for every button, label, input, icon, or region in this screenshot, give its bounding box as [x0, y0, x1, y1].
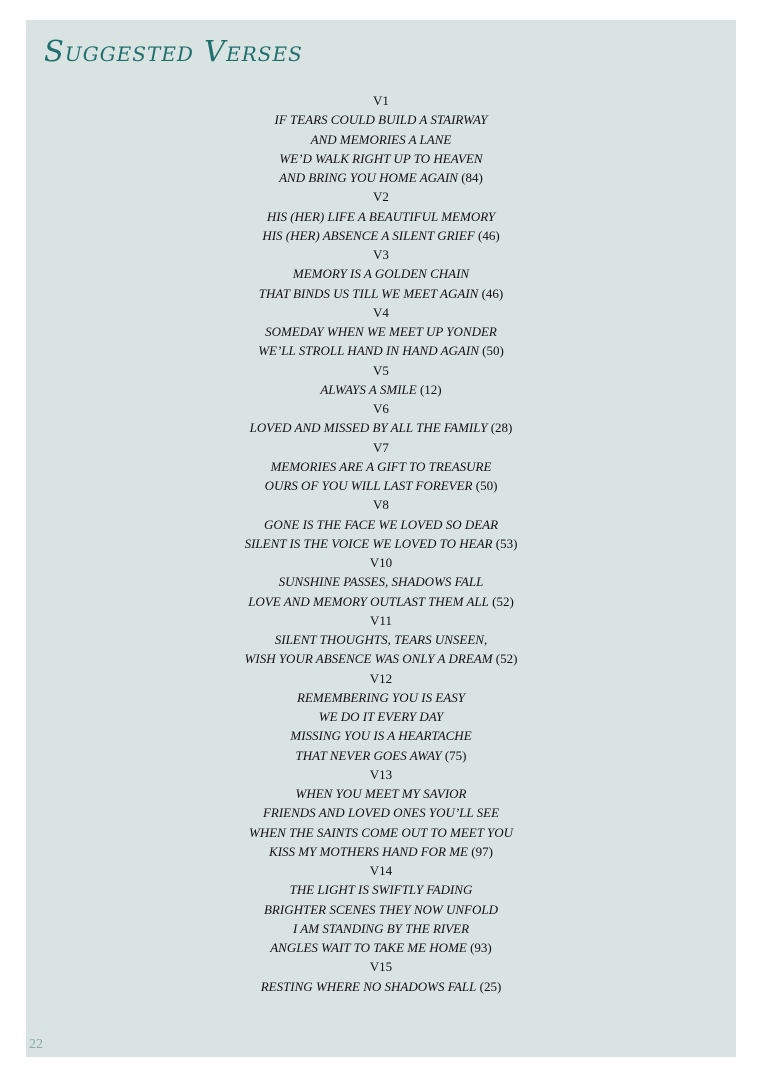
verse-line-text: ANGLES WAIT TO TAKE ME HOME	[270, 940, 467, 955]
verse-label: V2	[373, 189, 389, 205]
verse-line-text: SOMEDAY WHEN WE MEET UP YONDER	[265, 324, 497, 339]
verse-line-text: AND BRING YOU HOME AGAIN	[279, 170, 458, 185]
verse-line	[26, 977, 736, 996]
verse-line	[26, 900, 736, 919]
verse-line	[26, 803, 736, 822]
verse-label: V6	[373, 401, 389, 416]
character-count: (53)	[495, 535, 518, 551]
character-count: (75)	[444, 747, 467, 763]
verse-line-text: MISSING YOU IS A HEARTACHE	[290, 728, 472, 744]
verse-block	[26, 399, 736, 438]
verse-block	[26, 245, 736, 303]
verse-line-text: SILENT THOUGHTS, TEARS UNSEEN,	[274, 632, 488, 647]
character-count: (46)	[481, 285, 504, 301]
verse-line	[26, 572, 736, 591]
verse-block	[26, 611, 736, 669]
page-number: 22	[29, 1037, 43, 1052]
verse-line	[26, 746, 736, 765]
verse-line-text: SILENT IS THE VOICE WE LOVED TO HEAR	[244, 535, 493, 551]
verse-label: V7	[373, 439, 389, 455]
verse-line	[26, 418, 736, 437]
verse-label: V1	[373, 93, 389, 108]
verse-block	[26, 187, 736, 245]
verse-line-text: OURS OF YOU WILL LAST FOREVER	[264, 478, 473, 493]
verse-line	[26, 649, 736, 668]
character-count: (50)	[482, 343, 504, 359]
verse-label: V5	[373, 362, 389, 378]
verse-line	[26, 823, 736, 842]
character-count: (93)	[470, 940, 492, 955]
verse-block	[26, 495, 736, 553]
verse-line-text: IF TEARS COULD BUILD A STAIRWAY	[274, 112, 488, 128]
verse-line	[26, 130, 736, 149]
verse-line-text: WE DO IT EVERY DAY	[318, 709, 444, 724]
verse-line-text: WE’LL STROLL HAND IN HAND AGAIN	[258, 343, 479, 359]
verse-line	[26, 842, 736, 861]
verse-line-text: HIS (HER) ABSENCE A SILENT GRIEF	[262, 227, 475, 243]
verse-line-text: FRIENDS AND LOVED ONES YOU’LL SEE	[262, 805, 500, 821]
verse-line-text: MEMORY IS A GOLDEN CHAIN	[292, 266, 470, 282]
character-count: (46)	[478, 227, 500, 243]
verse-line-text: I AM STANDING BY THE RIVER	[292, 920, 470, 936]
character-count: (84)	[461, 170, 483, 185]
verse-line	[26, 688, 736, 707]
verse-label: V11	[370, 612, 392, 628]
verse-line	[26, 110, 736, 129]
verse-line	[26, 919, 736, 938]
verse-line-text: LOVED AND MISSED BY ALL THE FAMILY	[249, 420, 488, 436]
character-count: (12)	[419, 381, 442, 397]
verse-line	[26, 707, 736, 726]
verse-block	[26, 553, 736, 611]
verse-line	[26, 149, 736, 168]
verse-line-text: MEMORIES ARE A GIFT TO TREASURE	[270, 458, 492, 474]
verse-line	[26, 380, 736, 399]
page-title: Suggested Verses	[44, 34, 303, 68]
character-count: (25)	[479, 978, 502, 994]
verse-line	[26, 457, 736, 476]
verse-line-text: WE’D WALK RIGHT UP TO HEAVEN	[279, 150, 483, 166]
verse-line	[26, 534, 736, 553]
verse-line-text: LOVE AND MEMORY OUTLAST THEM ALL	[248, 593, 489, 609]
verse-label: V3	[373, 247, 389, 262]
verse-line-text: THAT NEVER GOES AWAY	[295, 747, 442, 763]
page-panel	[26, 20, 736, 1057]
verse-block	[26, 91, 736, 187]
verse-label: V15	[369, 959, 393, 975]
verse-line	[26, 726, 736, 745]
verse-line-text: RESTING WHERE NO SHADOWS FALL	[260, 978, 477, 994]
verse-block	[26, 861, 736, 957]
verse-label: V4	[373, 304, 389, 320]
verse-label: V10	[369, 555, 393, 570]
verse-label: V12	[369, 670, 393, 686]
verse-line	[26, 226, 736, 245]
verse-line	[26, 168, 736, 187]
verse-block	[26, 438, 736, 496]
verse-line-text: GONE IS THE FACE WE LOVED SO DEAR	[263, 516, 499, 532]
verse-line-text: AND MEMORIES A LANE	[310, 131, 452, 147]
verse-block	[26, 957, 736, 996]
verse-line	[26, 515, 736, 534]
character-count: (97)	[471, 843, 493, 859]
verse-block	[26, 765, 736, 861]
verse-line-text: REMEMBERING YOU IS EASY	[297, 689, 465, 705]
verse-line-text: THE LIGHT IS SWIFTLY FADING	[289, 882, 473, 898]
verse-block	[26, 361, 736, 400]
verse-line-text: WHEN THE SAINTS COME OUT TO MEET YOU	[248, 824, 513, 840]
character-count: (52)	[495, 651, 518, 667]
verse-line-text: WISH YOUR ABSENCE WAS ONLY A DREAM	[244, 651, 493, 667]
verse-line	[26, 341, 736, 360]
verse-line	[26, 476, 736, 495]
character-count: (28)	[490, 420, 513, 436]
verse-label: V8	[373, 497, 389, 513]
verse-line	[26, 938, 736, 957]
verse-line-text: ALWAYS A SMILE	[320, 381, 417, 397]
verse-line	[26, 630, 736, 649]
verse-line	[26, 207, 736, 226]
verse-line-text: KISS MY MOTHERS HAND FOR ME	[269, 843, 469, 859]
verse-block	[26, 669, 736, 765]
verse-line	[26, 284, 736, 303]
verse-line	[26, 592, 736, 611]
verse-list	[26, 91, 736, 996]
verse-block	[26, 303, 736, 361]
verse-label: V14	[369, 863, 393, 878]
verse-line	[26, 322, 736, 341]
verse-line-text: THAT BINDS US TILL WE MEET AGAIN	[258, 285, 479, 301]
verse-label: V13	[369, 766, 393, 782]
verse-line-text: HIS (HER) LIFE A BEAUTIFUL MEMORY	[266, 208, 496, 224]
verse-line	[26, 784, 736, 803]
verse-line-text: SUNSHINE PASSES, SHADOWS FALL	[278, 574, 484, 590]
verse-line-text: BRIGHTER SCENES THEY NOW UNFOLD	[263, 901, 498, 917]
verse-line	[26, 880, 736, 899]
verse-line-text: WHEN YOU MEET MY SAVIOR	[295, 786, 467, 801]
character-count: (50)	[475, 478, 498, 493]
character-count: (52)	[492, 593, 514, 609]
verse-line	[26, 264, 736, 283]
